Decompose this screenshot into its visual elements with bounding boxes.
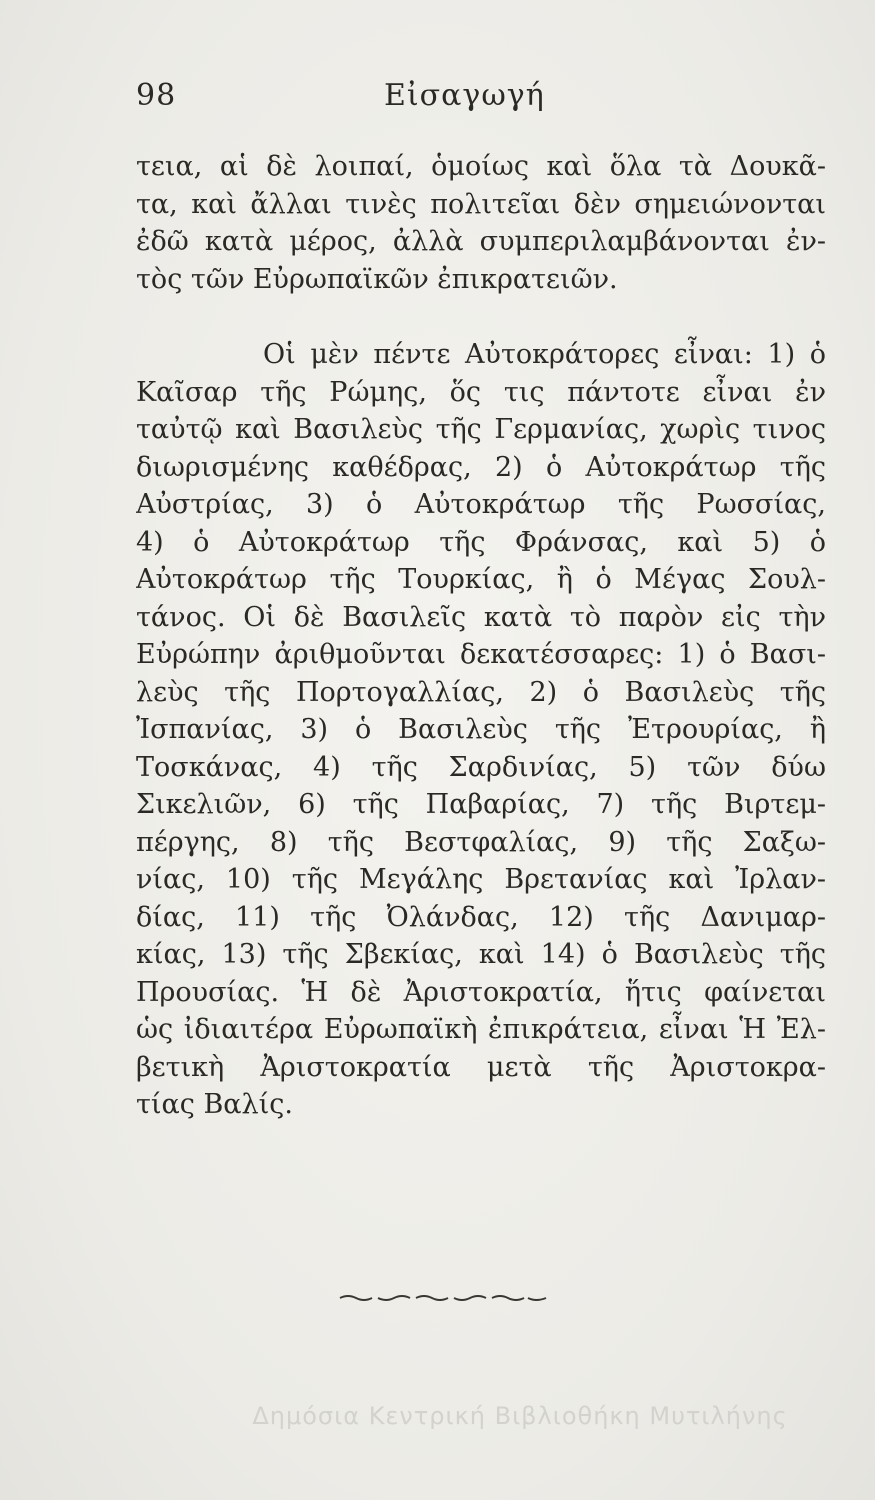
text-line: τα, καὶ ἄλλαι τινὲς πολιτεῖαι δὲν σημειώνονται bbox=[136, 188, 826, 220]
decorative-rule-ornament bbox=[338, 1292, 548, 1304]
page-number: 98 bbox=[136, 78, 177, 113]
text-line: ὡς ἰδιαιτέρα Εὐρωπαϊκὴ ἐπικράτεια, εἶναι Ἡ Ἐλ- bbox=[136, 1014, 826, 1045]
text-line: κίας, 13) τῆς Σβεκίας, καὶ 14) ὁ Βασιλεὺς τῆς bbox=[136, 939, 826, 970]
text-line: Σικελιῶν, 6) τῆς Παβαρίας, 7) τῆς Βιρτεμ- bbox=[136, 789, 826, 820]
text-line: τάνος. Οἱ δὲ Βασιλεῖς κατὰ τὸ παρὸν εἰς τὴν bbox=[136, 601, 826, 633]
library-watermark: Δημόσια Κεντρική Βιβλιοθήκη Μυτιλήνης bbox=[252, 1402, 788, 1430]
paragraph-spacer bbox=[136, 298, 826, 336]
text-line: βετικὴ Ἀριστοκρατία μετὰ τῆς Ἀριστοκρα- bbox=[136, 1051, 826, 1083]
body-text bbox=[136, 148, 826, 1124]
text-line: Καῖσαρ τῆς Ρώμης, ὅς τις πάντοτε εἶναι ἐν bbox=[136, 376, 826, 408]
text-line: Ἰσπανίας, 3) ὁ Βασιλεὺς τῆς Ἐτρουρίας, ἢ bbox=[136, 714, 826, 745]
text-line: 4) ὁ Αὐτοκράτωρ τῆς Φράνσας, καὶ 5) ὁ bbox=[136, 526, 826, 558]
paragraph-1 bbox=[136, 148, 826, 298]
page-header bbox=[136, 78, 816, 128]
text-line: Οἱ μὲν πέντε Αὐτοκράτορες εἶναι: 1) ὁ bbox=[263, 339, 826, 370]
text-line: λεὺς τῆς Πορτογαλλίας, 2) ὁ Βασιλεὺς τῆς bbox=[136, 676, 826, 708]
text-line: Αὐστρίας, 3) ὁ Αὐτοκράτωρ τῆς Ρωσσίας, bbox=[136, 489, 826, 520]
text-line: τὸς τῶν Εὐρωπαϊκῶν ἐπικρατειῶν. bbox=[136, 263, 618, 295]
text-line: ἐδῶ κατὰ μέρος, ἀλλὰ συμπεριλαμβάνονται ἐν- bbox=[136, 226, 826, 257]
text-line: νίας, 10) τῆς Μεγάλης Βρετανίας καὶ Ἰρλαν- bbox=[136, 864, 826, 895]
text-line: Προυσίας. Ἡ δὲ Ἀριστοκρατία, ἥτις φαίνεται bbox=[136, 976, 826, 1008]
text-line: διωρισμένης καθέδρας, 2) ὁ Αὐτοκράτωρ τῆς bbox=[136, 451, 826, 483]
text-line: Εὐρώπην ἀριθμοῦνται δεκατέσσαρες: 1) ὁ Βασι- bbox=[136, 639, 826, 670]
text-line: πέργης, 8) τῆς Βεστφαλίας, 9) τῆς Σαξω- bbox=[136, 826, 826, 858]
text-line: ταὐτῷ καὶ Βασιλεὺς τῆς Γερμανίας, χωρὶς τινος bbox=[136, 414, 826, 445]
paragraph-2 bbox=[136, 336, 826, 1124]
text-line: τίας Βαλίς. bbox=[136, 1089, 293, 1120]
running-head: Εἰσαγωγή bbox=[384, 78, 545, 113]
text-line: Τοσκάνας, 4) τῆς Σαρδινίας, 5) τῶν δύω bbox=[136, 751, 826, 783]
text-line: τεια, αἱ δὲ λοιπαί, ὁμοίως καὶ ὅλα τὰ Δουκᾶ- bbox=[136, 151, 826, 182]
text-line: δίας, 11) τῆς Ὀλάνδας, 12) τῆς Δανιμαρ- bbox=[136, 901, 826, 933]
text-line: Αὐτοκράτωρ τῆς Τουρκίας, ἢ ὁ Μέγας Σουλ- bbox=[136, 564, 826, 595]
